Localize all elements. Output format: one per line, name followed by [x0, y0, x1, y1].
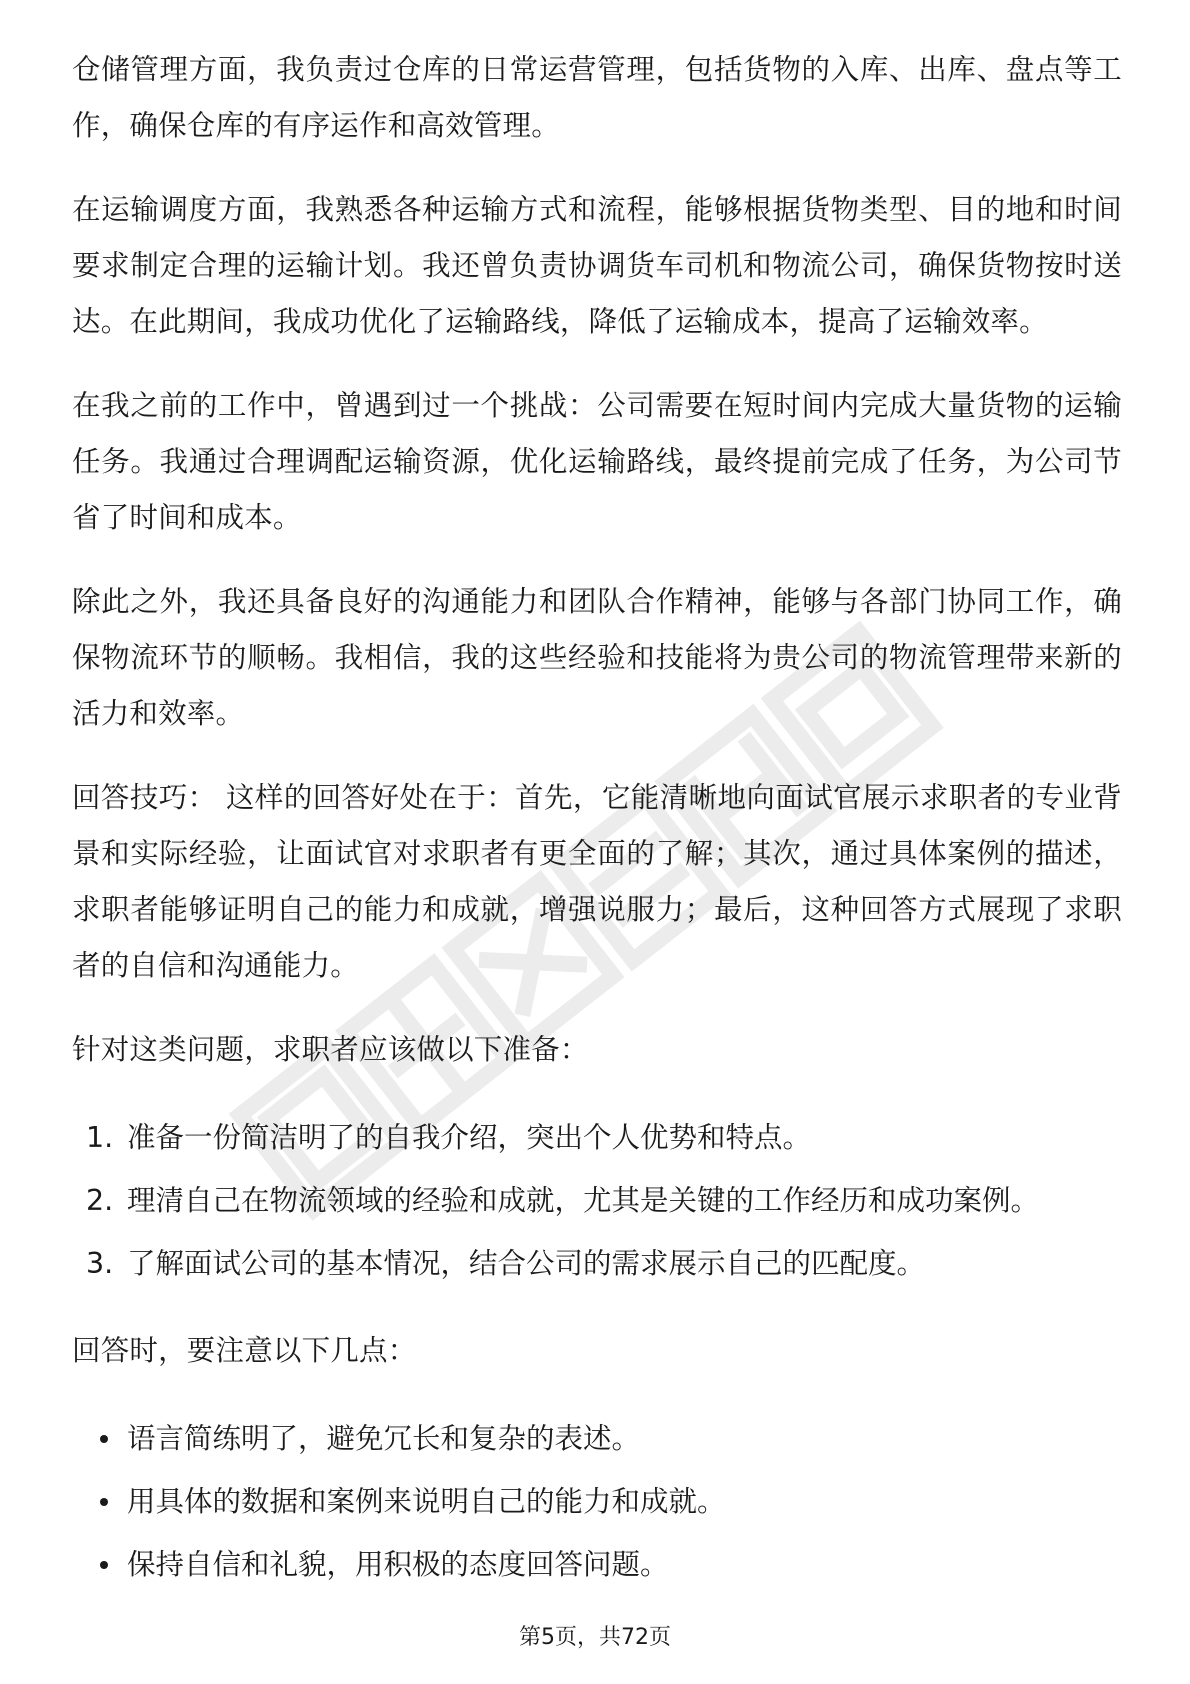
bullet-icon: [100, 1561, 108, 1569]
list-item: [72, 1169, 1122, 1232]
list-number: 1.: [86, 1121, 114, 1154]
list-item-text: 保持自信和礼貌，用积极的态度回答问题。: [127, 1548, 669, 1581]
list-item-text: 理清自己在物流领域的经验和成就，尤其是关键的工作经历和成功案例。: [127, 1184, 1040, 1217]
list-item-text: 用具体的数据和案例来说明自己的能力和成就。: [127, 1485, 726, 1518]
paragraph-warehouse: 仓储管理方面，我负责过仓库的日常运营管理，包括货物的入库、出库、盘点等工作，确保仓库的有序运作和高效管理。: [72, 53, 1122, 142]
list-item: [72, 1533, 1122, 1596]
list-item: [72, 1407, 1122, 1470]
paragraph-tips: 回答技巧： 这样的回答好处在于：首先，它能清晰地向面试官展示求职者的专业背景和实际经验，让面试官对求职者有更全面的了解；其次，通过具体案例的描述，求职者能够证明自己的能力和成就，增强说服力；最后，这种回答方式展现了求职者的自信和沟通能力。: [72, 781, 1122, 982]
paragraph-preparation-intro: 针对这类问题，求职者应该做以下准备：: [72, 1033, 589, 1066]
paragraph-transport: 在运输调度方面，我熟悉各种运输方式和流程，能够根据货物类型、目的地和时间要求制定合理的运输计划。我还曾负责协调货车司机和物流公司，确保货物按时送达。在此期间，我成功优化了运输路线，降低了运输成本，提高了运输效率。: [72, 193, 1122, 338]
list-item: [72, 1232, 1122, 1295]
list-number: 2.: [86, 1184, 114, 1217]
paragraph-challenge: 在我之前的工作中，曾遇到过一个挑战：公司需要在短时间内完成大量货物的运输任务。我通过合理调配运输资源，优化运输路线，最终提前完成了任务，为公司节省了时间和成本。: [72, 389, 1122, 534]
list-item-text: 语言简练明了，避免冗长和复杂的表述。: [127, 1422, 641, 1455]
page-footer: 第5页，共72页: [519, 1625, 671, 1650]
paragraph-skills: 除此之外，我还具备良好的沟通能力和团队合作精神，能够与各部门协同工作，确保物流环节的顺畅。我相信，我的这些经验和技能将为贵公司的物流管理带来新的活力和效率。: [72, 585, 1122, 730]
list-number: 3.: [86, 1247, 114, 1280]
bullet-icon: [100, 1498, 108, 1506]
notes-list: [72, 1407, 1122, 1596]
list-item: [72, 1106, 1122, 1169]
list-item-text: 了解面试公司的基本情况，结合公司的需求展示自己的匹配度。: [127, 1247, 926, 1280]
document-page: [72, 42, 1122, 1624]
preparation-list: [72, 1106, 1122, 1295]
paragraph-notes-intro: 回答时，要注意以下几点：: [72, 1334, 417, 1367]
bullet-icon: [100, 1435, 108, 1443]
list-item-text: 准备一份简洁明了的自我介绍，突出个人优势和特点。: [127, 1121, 812, 1154]
list-item: [72, 1470, 1122, 1533]
